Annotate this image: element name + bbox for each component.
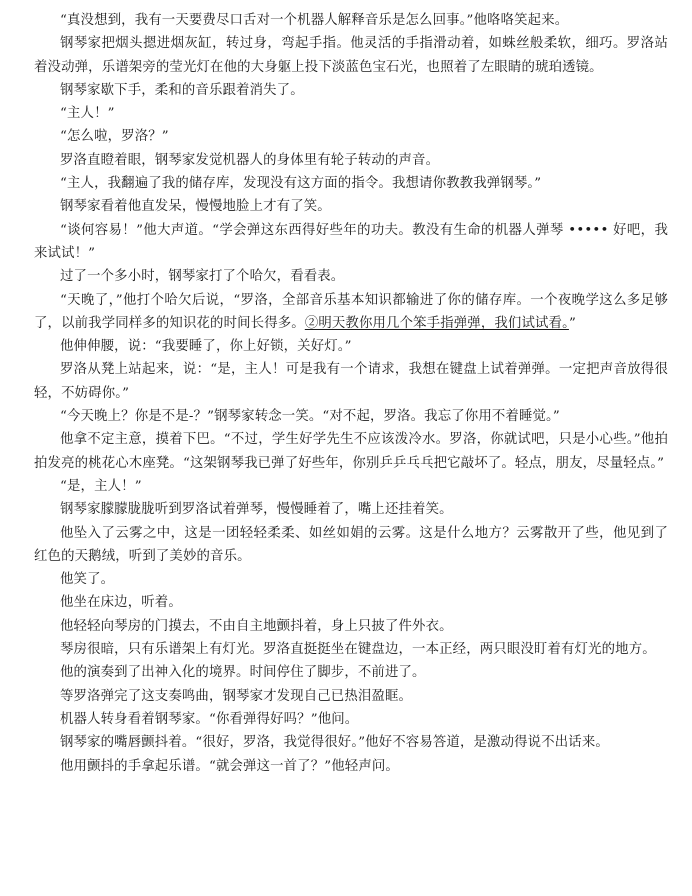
paragraph-15 [34,428,668,475]
paragraph-21 [34,615,668,638]
paragraph-9 [34,219,668,266]
paragraph-7 [34,172,668,195]
paragraph-text: 他坐在床边，听着。 [60,595,182,611]
paragraph-text: 他的演奏到了出神入化的境界。时间停住了脚步，不前进了。 [60,665,426,681]
paragraph-18 [34,522,668,569]
paragraph-text: “今天晚上？你是不是-？”钢琴家转念一笑。“对不起，罗洛。我忘了你用不着睡觉。” [60,409,560,425]
paragraph-text: 机器人转身看着钢琴家。“你看弹得好吗？”他问。 [60,711,359,727]
paragraph-text: “怎么啦，罗洛？” [60,129,169,145]
paragraph-text: 钢琴家看着他直发呆，慢慢地脸上才有了笑。 [60,199,331,215]
paragraph-text: “是，主人！” [60,478,142,494]
paragraph-6 [34,149,668,172]
paragraph-text: 他拿不定主意，摸着下巴。“不过，学生好学先生不应该泼冷水。罗洛，你就试吧，只是小心些。”他拍拍发亮的桃花心木座凳。“这架钢琴我已弹了好些年，你别乒乒乓乓把它敲坏了。轻点，朋友，尽量轻点。” [34,432,668,471]
paragraph-14 [34,405,668,428]
paragraph-10 [34,265,668,288]
paragraph-8 [34,195,668,218]
paragraph-text: 他伸伸腰，说：“我要睡了，你上好锁，关好灯。” [60,339,352,355]
paragraph-text: 钢琴家歇下手，柔和的音乐跟着消失了。 [60,82,304,98]
paragraph-text: “天晚了，”他打个哈欠后说，“罗洛，全部音乐基本知识都输进了你的储存库。一个夜晚学这么多足够了，以前我学同样多的知识花的时间长得多。 [34,292,668,331]
paragraph-13 [34,358,668,405]
paragraph-27 [34,755,668,778]
paragraph-text: 罗洛从凳上站起来，说：“是，主人！可是我有一个请求，我想在键盘上试着弹弹。一定把声音放得很轻，不妨碍你。” [34,362,668,401]
paragraph-4 [34,102,668,125]
paragraph-text: 罗洛直瞪着眼，钢琴家发觉机器人的身体里有轮子转动的声音。 [60,152,440,168]
paragraph-2 [34,32,668,79]
paragraph-text: 等罗洛弹完了这支奏鸣曲，钢琴家才发现自己已热泪盈眶。 [60,688,413,704]
paragraph-24 [34,685,668,708]
paragraph-11 [34,289,668,336]
paragraph-text: 钢琴家把烟头摁进烟灰缸，转过身，弯起手指。他灵活的手指滑动着，如蛛丝般柔软，细巧。罗洛站着没动弹，乐谱架旁的莹光灯在他的大身躯上投下淡蓝色宝石光，也照着了左眼睛的琥珀透镜。 [34,36,668,75]
paragraph-text: “谈何容易！”他大声道。“学会弹这东西得好些年的功夫。教没有生命的机器人弹琴 ••••• 好吧，我来试试！” [34,222,668,261]
paragraph-text: “主人！” [60,106,115,122]
paragraph-12 [34,335,668,358]
paragraph-20 [34,591,668,614]
paragraph-text: 琴房很暗，只有乐谱架上有灯光。罗洛直挺挺坐在键盘边，一本正经，两只眼没盯着有灯光的地方。 [60,642,656,658]
paragraph-23 [34,661,668,684]
paragraph-text: 过了一个多小时，钢琴家打了个哈欠，看看表。 [60,269,345,285]
paragraph-text: 他轻轻向琴房的门摸去，不由自主地颤抖着，身上只披了件外衣。 [60,618,453,634]
paragraph-text: 他坠入了云雾之中，这是一团轻轻柔柔、如丝如娟的云雾。这是什么地方？云雾散开了些，他见到了红色的天鹅绒，听到了美妙的音乐。 [34,525,668,564]
paragraph-25 [34,708,668,731]
underlined-sentence: ②明天教你用几个笨手指弹弹，我们试试看。 [304,315,569,331]
paragraph-19 [34,568,668,591]
paragraph-16 [34,475,668,498]
paragraph-tail: ” [568,315,576,331]
paragraph-5 [34,125,668,148]
paragraph-22 [34,638,668,661]
paragraph-1 [34,9,668,32]
paragraph-text: 他用颤抖的手拿起乐谱。“就会弹这一首了？”他轻声问。 [60,758,399,774]
paragraph-26 [34,731,668,754]
paragraph-text: “真没想到，我有一天要费尽口舌对一个机器人解释音乐是怎么回事。”他咯咯笑起来。 [60,13,569,28]
paragraph-text: 钢琴家的嘴唇颤抖着。“很好，罗洛，我觉得很好。”他好不容易答道，是激动得说不出话来。 [60,735,609,751]
paragraph-text: 钢琴家朦朦胧胧听到罗洛试着弹琴，慢慢睡着了，嘴上还挂着笑。 [60,502,453,518]
paragraph-text: 他笑了。 [60,572,115,588]
paragraph-3 [34,79,668,102]
paragraph-text: “主人，我翻遍了我的储存库，发现没有这方面的指令。我想请你教教我弹钢琴。” [60,176,542,192]
paragraph-17 [34,498,668,521]
